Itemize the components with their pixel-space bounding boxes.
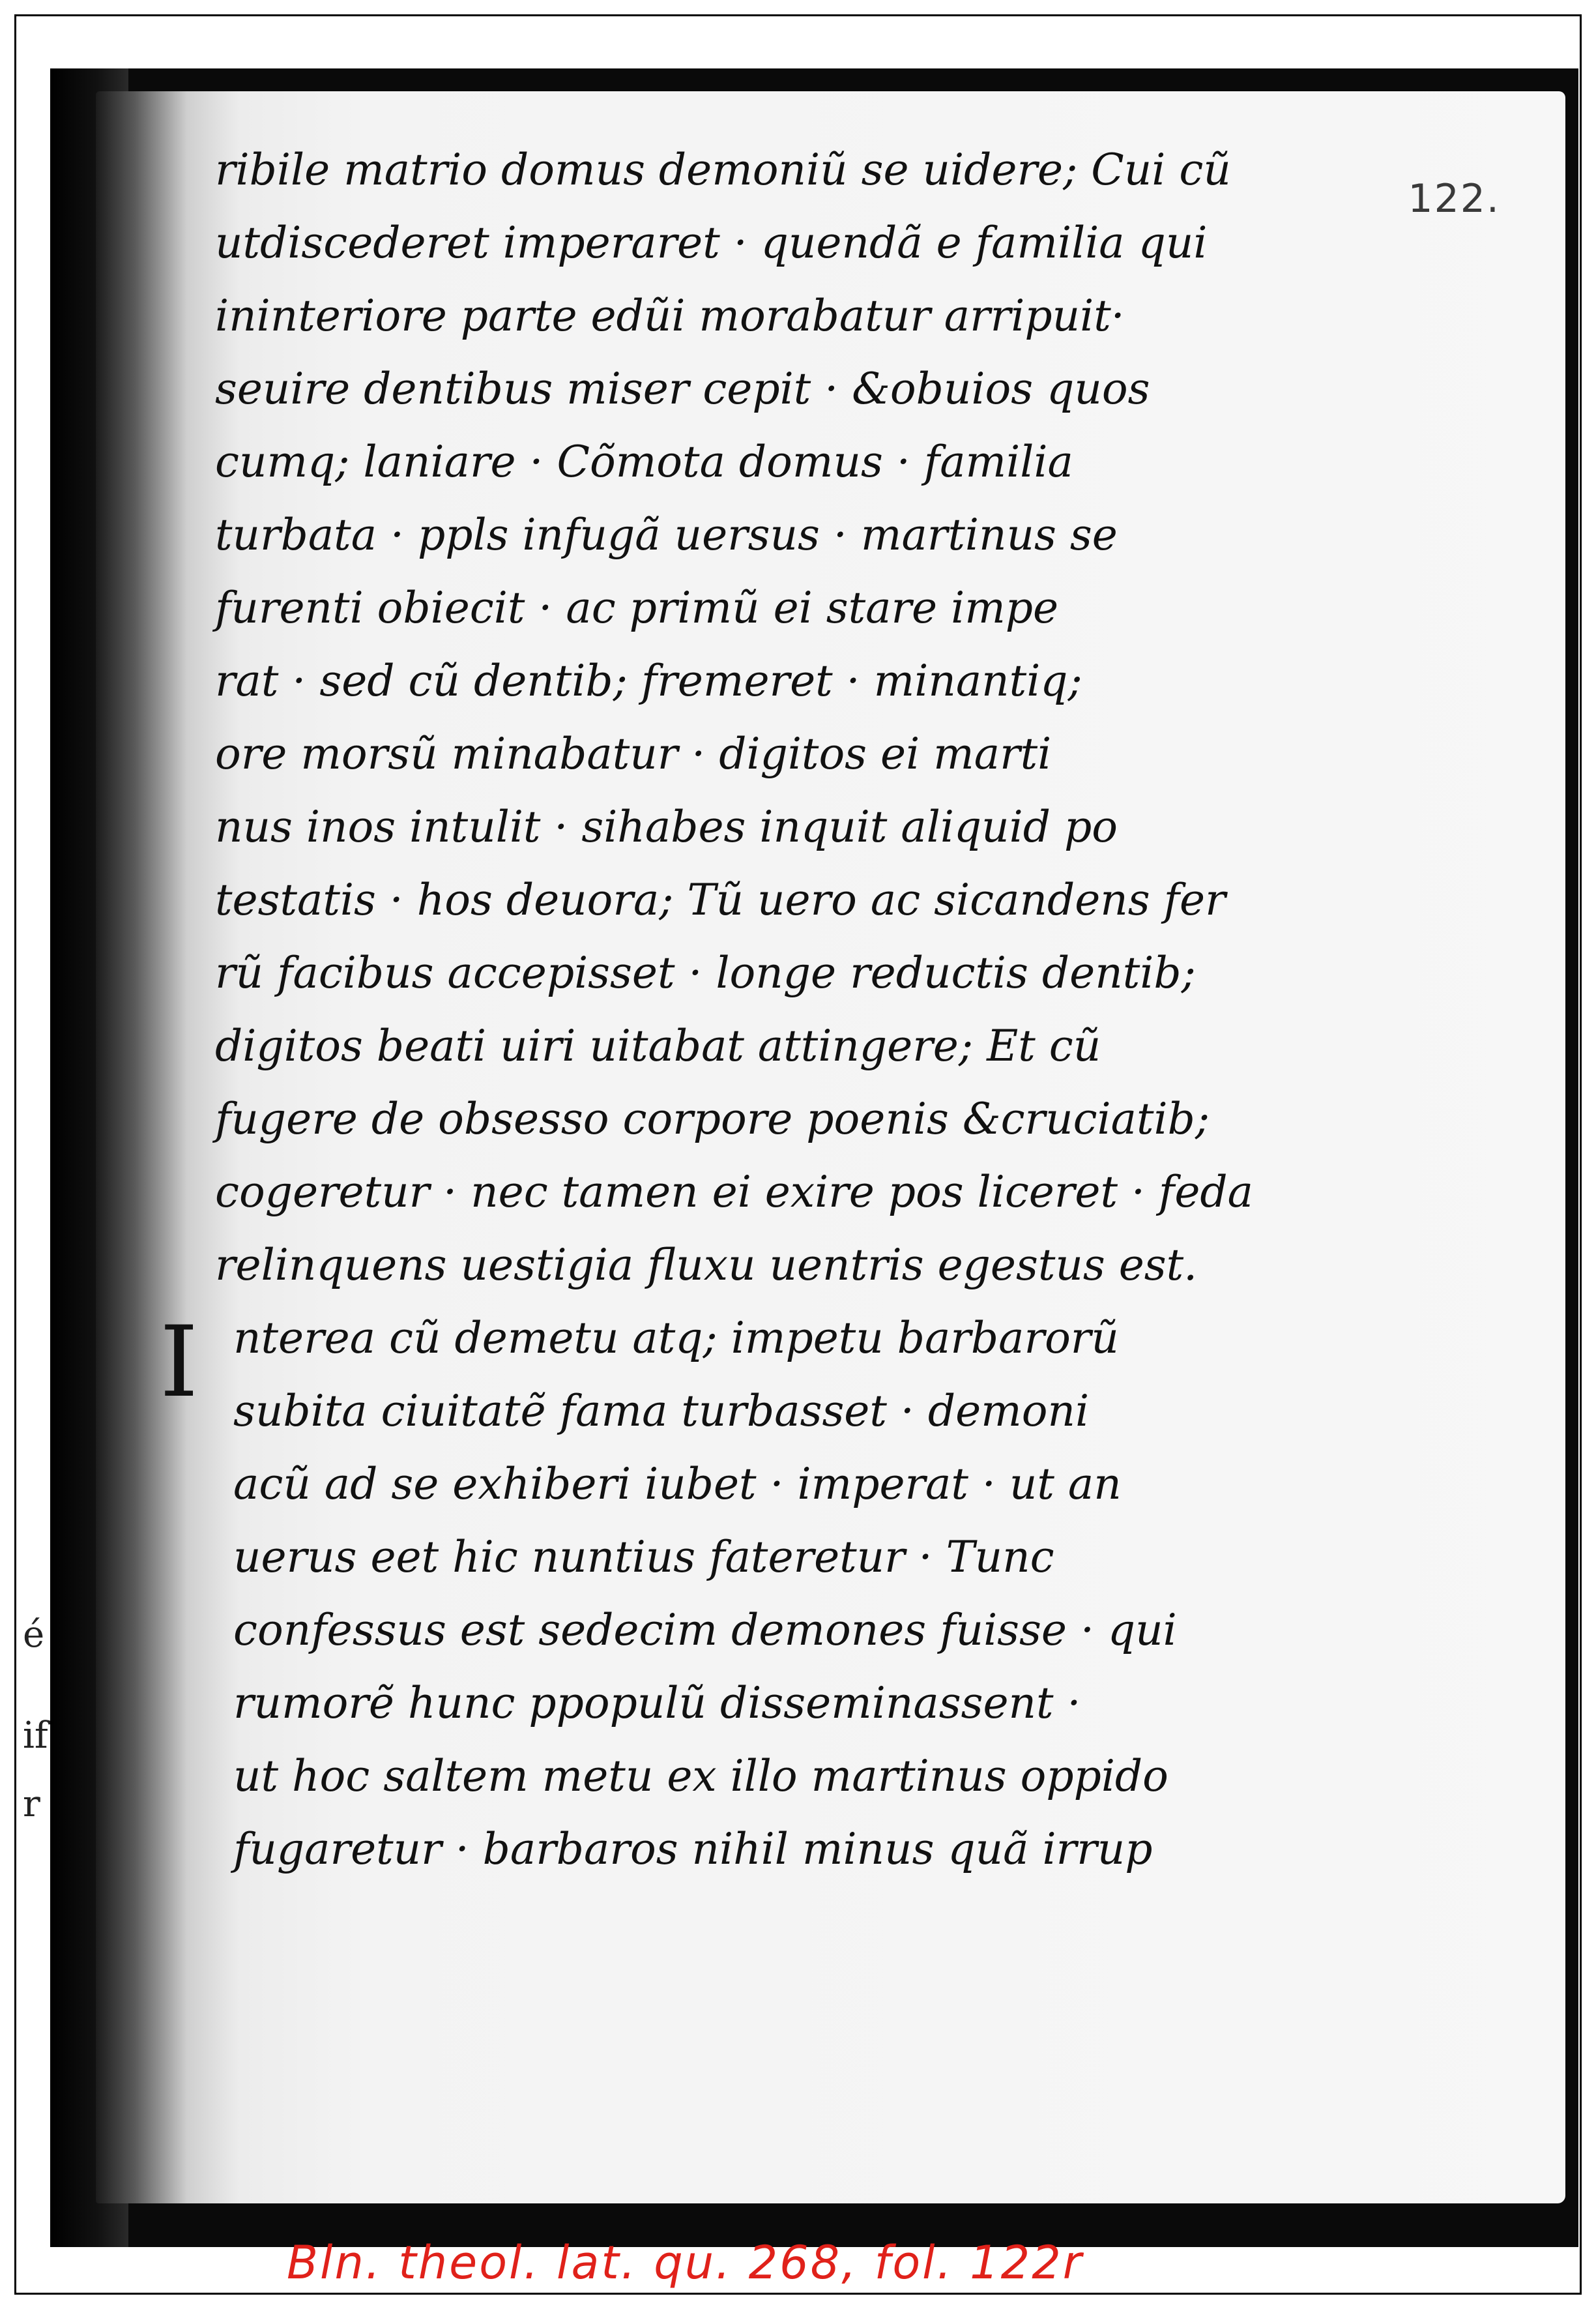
text-line: utdiscederet imperaret · quendã e familia qui xyxy=(215,218,1208,268)
text-line: uerus eet hic nuntius fateretur · Tunc xyxy=(233,1532,1054,1582)
text-line: rũ facibus accepisset · longe reductis dentib; xyxy=(215,948,1196,998)
folio-number: 122. xyxy=(1408,176,1500,222)
text-line: ore morsũ minabatur · digitos ei marti xyxy=(215,729,1052,779)
text-line: digitos beati uiri uitabat attingere; Et cũ xyxy=(215,1021,1101,1071)
margin-marks xyxy=(23,1613,48,1825)
text-line: furenti obiecit · ac primũ ei stare impe xyxy=(215,583,1059,633)
margin-mark: é xyxy=(23,1613,45,1656)
text-line: ut hoc saltem metu ex illo martinus oppido xyxy=(233,1751,1168,1801)
text-line: cogeretur · nec tamen ei exire pos liceret · feda xyxy=(215,1167,1253,1217)
margin-mark: if xyxy=(23,1714,48,1757)
text-line: acũ ad se exhiberi iubet · imperat · ut an xyxy=(233,1459,1122,1509)
text-line: testatis · hos deuora; Tũ uero ac sicandens fer xyxy=(215,875,1226,925)
text-line: confessus est sedecim demones fuisse · qui xyxy=(233,1605,1177,1655)
text-line: ribile matrio domus demoniũ se uidere; Cui cũ xyxy=(215,145,1231,195)
photo-frame xyxy=(14,14,1582,2295)
text-line: rat · sed cũ dentib; fremeret · minantiq; xyxy=(215,656,1082,706)
text-line: nus inos intulit · sihabes inquit aliquid po xyxy=(215,802,1118,852)
margin-mark: r xyxy=(23,1783,40,1825)
text-line: subita ciuitatẽ fama turbasset · demoni xyxy=(233,1386,1090,1436)
shelfmark-caption: Bln. theol. lat. qu. 268, fol. 122r xyxy=(287,2236,1084,2289)
text-line: turbata · ppls infugã uersus · martinus se xyxy=(215,510,1118,560)
text-line: relinquens uestigia fluxu uentris egestus est. xyxy=(215,1240,1198,1290)
text-line: fugaretur · barbaros nihil minus quã irrup xyxy=(233,1824,1153,1874)
text-line: nterea cũ demetu atq; impetu barbarorũ xyxy=(233,1313,1119,1363)
text-line: fugere de obsesso corpore poenis &cruciatib; xyxy=(215,1094,1210,1144)
text-line: cumq; laniare · Cõmota domus · familia xyxy=(215,437,1073,487)
text-line: ininteriore parte edũi morabatur arripuit· xyxy=(215,291,1125,341)
decorated-initial: I xyxy=(160,1306,199,1419)
text-line: rumorẽ hunc ppopulũ disseminassent · xyxy=(233,1678,1081,1728)
text-line: seuire dentibus miser cepit · &obuios quos xyxy=(215,364,1150,414)
manuscript-text xyxy=(215,134,1388,1886)
